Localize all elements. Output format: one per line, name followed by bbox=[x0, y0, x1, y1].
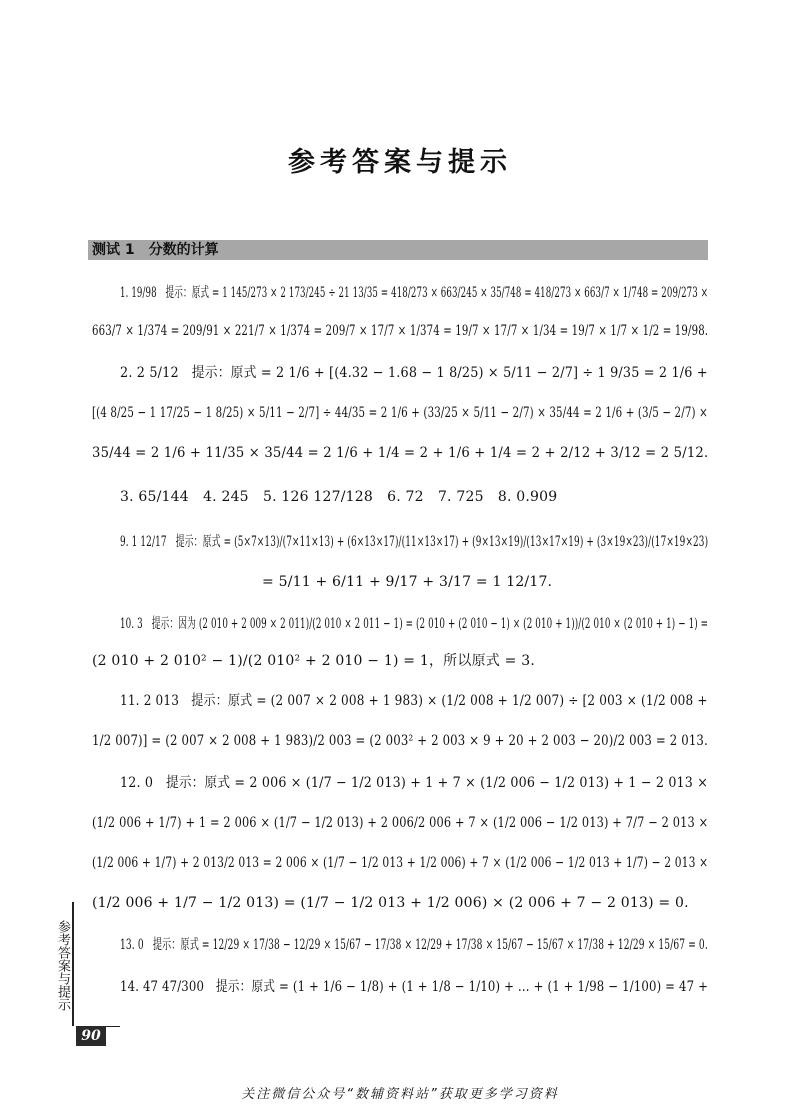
answer-9-line-1: 9. 1 12/17 提示：原式 = (5×7×13)/(7×11×13) + (6×13×17)/(11×13×17) + (9×13×19)/(13×17×19) + (3×19×23)/(17×19×23) bbox=[120, 534, 709, 550]
answer-13-line-1: 13. 0 提示：原式 = 12/29 × 17/38 − 12/29 × 15/67 − 17/38 × 12/29 + 17/38 × 15/67 − 15/67 × 17/38 + 12/29 × 15/67 = 0. bbox=[120, 937, 708, 953]
answer-1-line-2: 663/7 × 1/374 = 209/91 × 221/7 × 1/374 = 209/7 × 17/7 × 1/374 = 19/7 × 17/7 × 1/34 = 19/7 × 1/7 × 1/2 = 19/98. bbox=[92, 323, 709, 339]
answer-10-line-2: (2 010 + 2 010² − 1)/(2 010² + 2 010 − 1) = 1，所以原式 = 3. bbox=[92, 653, 535, 669]
answer-10-line-1: 10. 3 提示：因为 (2 010 + 2 009 × 2 011)/(2 010 × 2 011 − 1) = (2 010 + (2 010 − 1) × (2 010 + 1))/(2 010 × (2 010 + 1) − 1) = bbox=[120, 616, 709, 632]
answer-12-line-2: (1/2 006 + 1/7) + 1 = 2 006 × (1/7 − 1/2 013) + 2 006/2 006 + 7 × (1/2 006 − 1/2 013) + 7/7 − 2 013 × bbox=[92, 815, 709, 831]
answer-2-line-1: 2. 2 5/12 提示：原式 = 2 1/6 + [(4.32 − 1.68 − 1 8/25) × 5/11 − 2/7] ÷ 1 9/35 = 2 1/6 + bbox=[120, 365, 708, 381]
answer-9-line-2: = 5/11 + 6/11 + 9/17 + 3/17 = 1 12/17. bbox=[262, 574, 553, 590]
side-section-label: 参考答案与提示 bbox=[55, 919, 70, 1011]
side-divider bbox=[72, 902, 74, 1026]
answer-2-line-2: [(4 8/25 − 1 17/25 − 1 8/25) × 5/11 − 2/7] ÷ 44/35 = 2 1/6 + (33/25 × 5/11 − 2/7) × 35/44 = 2 1/6 + (3/5 − 2/7) × bbox=[92, 405, 708, 421]
answer-12-line-4: (1/2 006 + 1/7 − 1/2 013) = (1/7 − 1/2 013 + 1/2 006) × (2 006 + 7 − 2 013) = 0. bbox=[92, 895, 689, 911]
answer-2-line-3: 35/44 = 2 1/6 + 11/35 × 35/44 = 2 1/6 + 1/4 = 2 + 1/6 + 1/4 = 2 + 2/12 + 3/12 = 2 5/12. bbox=[92, 445, 709, 461]
answer-12-line-3: (1/2 006 + 1/7) + 2 013/2 013 = 2 006 × (1/7 − 1/2 013 + 1/2 006) + 7 × (1/2 006 − 1/2 013 + 1/7) − 2 013 × bbox=[92, 855, 709, 871]
answer-11-line-2: 1/2 007)] = (2 007 × 2 008 + 1 983)/2 003 = (2 003² + 2 003 × 9 + 20 + 2 003 − 20)/2 003 = 2 013. bbox=[92, 733, 708, 749]
page-number: 90 bbox=[76, 1026, 106, 1046]
footer-watermark-text: 关注微信公众号“数辅资料站”获取更多学习资料 bbox=[241, 1087, 559, 1102]
section-heading: 测试 1 分数的计算 bbox=[92, 242, 219, 258]
answers-3-8: 3. 65/144 4. 245 5. 126 127/128 6. 72 7. 725 8. 0.909 bbox=[120, 489, 558, 505]
answer-11-line-1: 11. 2 013 提示：原式 = (2 007 × 2 008 + 1 983) × (1/2 008 + 1/2 007) ÷ [2 003 × (1/2 008 + bbox=[120, 693, 708, 709]
answer-12-line-1: 12. 0 提示：原式 = 2 006 × (1/7 − 1/2 013) + 1 + 7 × (1/2 006 − 1/2 013) + 1 − 2 013 × bbox=[120, 775, 709, 791]
page-title: 参考答案与提示 bbox=[288, 147, 512, 178]
answer-14-line-1: 14. 47 47/300 提示：原式 = (1 + 1/6 − 1/8) + (1 + 1/8 − 1/10) + … + (1 + 1/98 − 1/100) = 47 + bbox=[120, 979, 709, 995]
answer-1-line-1: 1. 19/98 提示：原式 = 1 145/273 × 2 173/245 ÷ 21 13/35 = 418/273 × 663/245 × 35/748 = 418/273 × 663/7 × 1/748 = 209/273 × bbox=[120, 285, 709, 301]
